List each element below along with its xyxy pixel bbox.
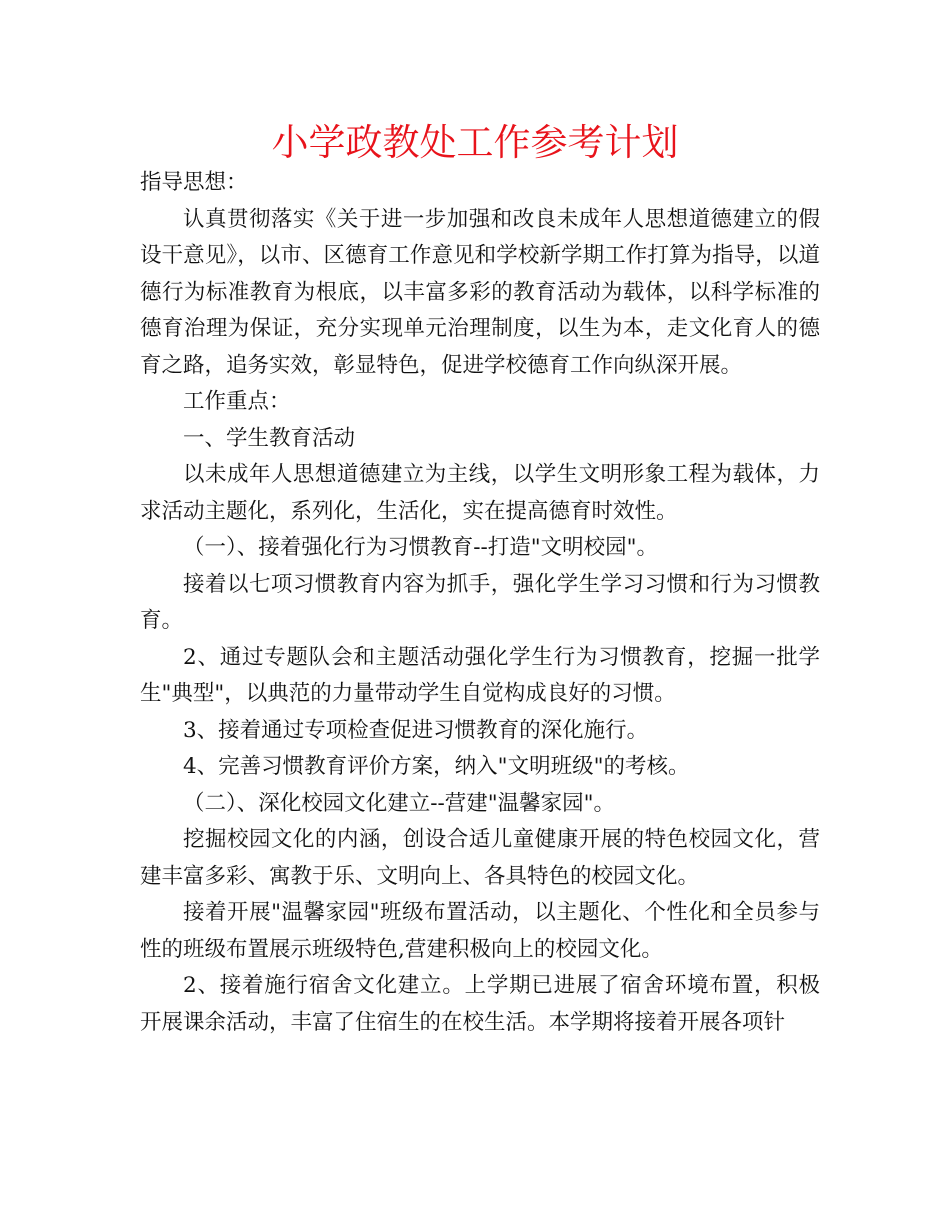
paragraph: 工作重点： xyxy=(183,389,291,414)
document-body xyxy=(140,165,820,1041)
paragraph: 4、完善习惯教育评价方案，纳入"文明班级"的考核。 xyxy=(183,754,690,779)
paragraph: 指导思想： xyxy=(140,170,248,195)
paragraph: 接着以七项习惯教育内容为抓手，强化学生学习习惯和行为习惯教育。 xyxy=(140,571,820,633)
paragraph: 2、通过专题队会和主题活动强化学生行为习惯教育，挖掘一批学生"典型"，以典范的力量带动学生自觉构成良好的习惯。 xyxy=(140,644,820,706)
paragraph: （二）、深化校园文化建立--营建"温馨家园"。 xyxy=(183,790,616,816)
paragraph: 3、接着通过专项检查促进习惯教育的深化施行。 xyxy=(183,717,649,743)
paragraph: 接着开展"温馨家园"班级布置活动，以主题化、个性化和全员参与性的班级布置展示班级特色,营建积极向上的校园文化。 xyxy=(140,900,820,962)
paragraph: （一）、接着强化行为习惯教育--打造"文明校园"。 xyxy=(183,535,659,560)
paragraph: 2、接着施行宿舍文化建立。上学期已进展了宿舍环境布置，积极开展课余活动，丰富了住宿生的在校生活。本学期将接着开展各项针 xyxy=(140,973,820,1035)
paragraph: 一、学生教育活动 xyxy=(183,425,356,451)
paragraph: 认真贯彻落实《关于进一步加强和改良未成年人思想道德建立的假设干意见》，以市、区德育工作意见和学校新学期工作打算为指导，以道德行为标准教育为根底，以丰富多彩的教育活动为载体，以科学标准的德育治理为保证，充分实现单元治理制度，以生为本，走文化育人的德育之路，追务实效，彰显特色，促进学校德育工作向纵深开展。 xyxy=(140,206,820,378)
document-title: 小学政教处工作参考计划 xyxy=(271,121,679,164)
paragraph: 以未成年人思想道德建立为主线，以学生文明形象工程为载体，力求活动主题化，系列化，生活化，实在提高德育时效性。 xyxy=(140,462,820,524)
paragraph: 挖掘校园文化的内涵，创设合适儿童健康开展的特色校园文化，营建丰富多彩、寓教于乐、文明向上、各具特色的校园文化。 xyxy=(140,827,820,889)
